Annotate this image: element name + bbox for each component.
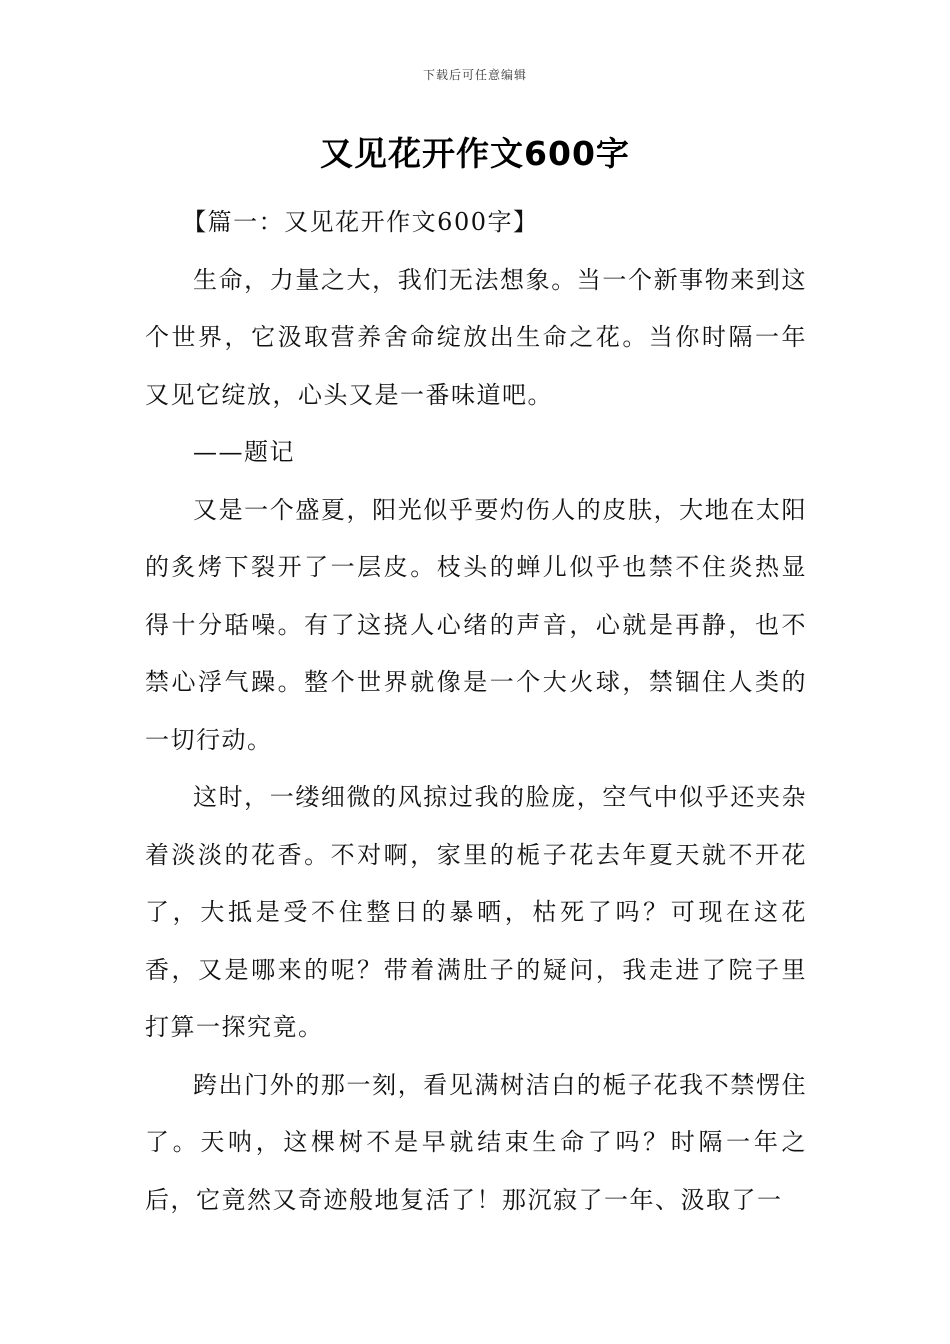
paragraph-fragrance: 这时，一缕细微的风掠过我的脸庞，空气中似乎还夹杂着淡淡的花香。不对啊，家里的栀子花去年夏天就不开花了，大抵是受不住整日的暴晒，枯死了吗？可现在这花香，又是哪来的呢？带着满肚子的疑问，我走进了院子里打算一探究竟。 <box>145 783 807 1041</box>
document-body <box>145 194 807 1229</box>
paragraph-gardenia: 跨出门外的那一刻，看见满树洁白的栀子花我不禁愣住了。天呐，这棵树不是早就结束生命了吗？时隔一年之后，它竟然又奇迹般地复活了！那沉寂了一年、汲取了一 <box>145 1070 807 1214</box>
paragraph-inscription: ——题记 <box>193 438 295 466</box>
document-title: 又见花开作文600字 <box>320 134 630 173</box>
header-note: 下载后可任意编辑 <box>422 68 527 82</box>
section-heading: 【篇一：又见花开作文600字】 <box>182 208 539 236</box>
paragraph-summer: 又是一个盛夏，阳光似乎要灼伤人的皮肤，大地在太阳的炙烤下裂开了一层皮。枝头的蝉儿似乎也禁不住炎热显得十分聒噪。有了这挠人心绪的声音，心就是再静，也不禁心浮气躁。整个世界就像是一个大火球，禁锢住人类的一切行动。 <box>145 495 807 754</box>
paragraph-intro: 生命，力量之大，我们无法想象。当一个新事物来到这个世界，它汲取营养舍命绽放出生命之花。当你时隔一年又见它绽放，心头又是一番味道吧。 <box>145 265 807 409</box>
